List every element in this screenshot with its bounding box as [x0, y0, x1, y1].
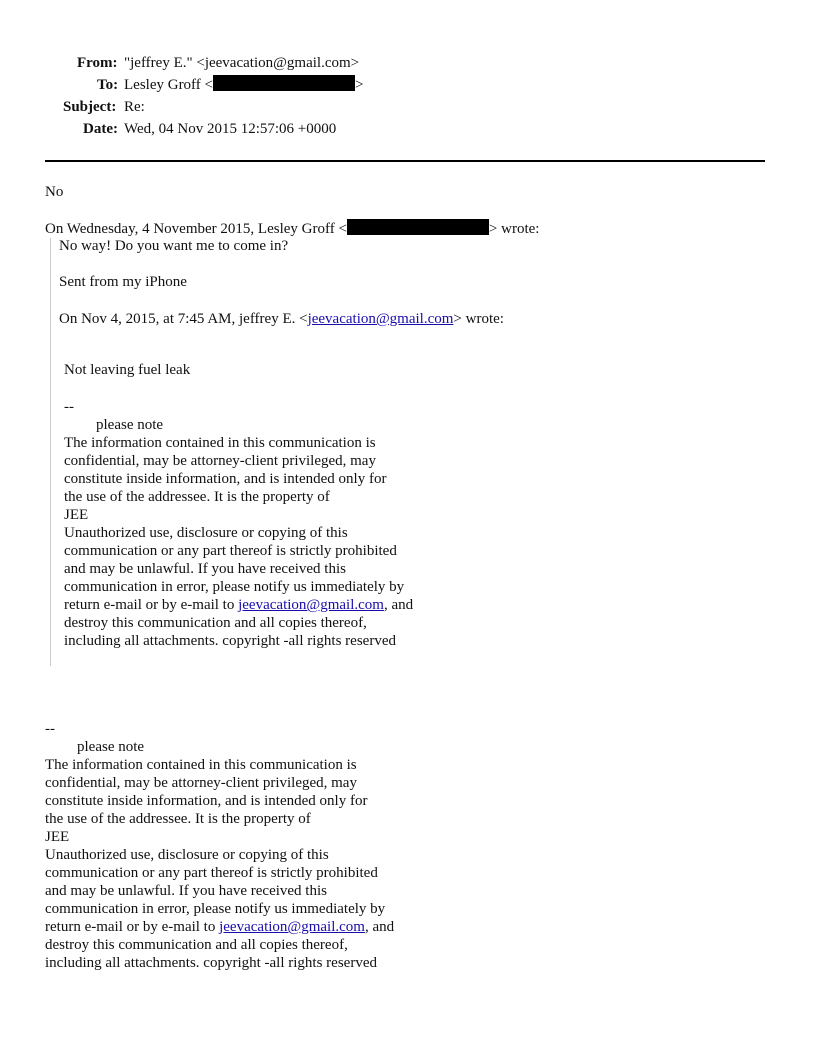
- signature-line: communication or any part thereof is strictly prohibited: [64, 543, 397, 559]
- to-label: To:: [97, 77, 119, 93]
- signature-line: communication in error, please notify us immediately by: [45, 901, 386, 917]
- from-row: [0, 52, 700, 74]
- signature-line: and may be unlawful. If you have received this: [45, 883, 327, 899]
- signature-line: communication or any part thereof is strictly prohibited: [45, 865, 378, 881]
- quoted-attribution: [59, 310, 504, 328]
- signature-line: including all attachments. copyright -all rights reserved: [64, 633, 396, 649]
- signature-line: and may be unlawful. If you have received this: [64, 561, 346, 577]
- redaction-box: [347, 219, 489, 235]
- outer-signature: [45, 720, 394, 972]
- signature-line: the use of the addressee. It is the property of: [45, 811, 311, 827]
- signature-return-line: [45, 918, 394, 936]
- quoted-message: Not leaving fuel leak: [64, 362, 191, 378]
- signature-line: constitute inside information, and is intended only for: [45, 793, 368, 809]
- return-suffix: , and: [364, 919, 395, 935]
- signature-line: the use of the addressee. It is the property of: [64, 489, 330, 505]
- date-row: [0, 118, 700, 140]
- date-label: Date:: [83, 121, 118, 137]
- email-link[interactable]: jeevacation@gmail.com: [238, 597, 384, 613]
- email-link[interactable]: jeevacation@gmail.com: [307, 311, 454, 327]
- signature-dashes: --: [45, 721, 55, 737]
- quoted-line-1: No way! Do you want me to come in?: [59, 238, 289, 254]
- attribution-line: [45, 219, 539, 238]
- quoted-line-2: Sent from my iPhone: [59, 274, 187, 290]
- attribution-suffix: > wrote:: [488, 221, 540, 237]
- to-value-suffix: >: [355, 77, 364, 93]
- subject-value: Re:: [124, 99, 145, 115]
- to-value-prefix: Lesley Groff <: [124, 77, 213, 93]
- signature-line: communication in error, please notify us immediately by: [64, 579, 405, 595]
- signature-line: destroy this communication and all copies thereof,: [64, 615, 367, 631]
- signature-line: JEE: [45, 829, 70, 845]
- attribution-prefix: On Wednesday, 4 November 2015, Lesley Groff <: [45, 221, 347, 237]
- signature-line: constitute inside information, and is intended only for: [64, 471, 387, 487]
- subject-row: [0, 96, 700, 118]
- header-divider: [45, 160, 765, 162]
- quoted-attribution-suffix: > wrote:: [453, 311, 504, 327]
- to-row: [0, 74, 700, 96]
- signature-please-note: please note: [77, 739, 145, 755]
- return-prefix: return e-mail or by e-mail to: [45, 919, 220, 935]
- return-suffix: , and: [383, 597, 414, 613]
- return-prefix: return e-mail or by e-mail to: [64, 597, 239, 613]
- signature-line: JEE: [64, 507, 89, 523]
- signature-please-note: please note: [96, 417, 164, 433]
- quote-bar: [50, 238, 51, 666]
- signature-line: Unauthorized use, disclosure or copying of this: [45, 847, 329, 863]
- reply-text: No: [45, 184, 64, 200]
- from-value: "jeffrey E." <jeevacation@gmail.com>: [124, 55, 360, 71]
- subject-label: Subject:: [63, 99, 117, 115]
- signature-line: confidential, may be attorney-client privileged, may: [45, 775, 357, 791]
- signature-line: including all attachments. copyright -all rights reserved: [45, 955, 377, 971]
- signature-line: confidential, may be attorney-client privileged, may: [64, 453, 376, 469]
- signature-line: destroy this communication and all copies thereof,: [45, 937, 348, 953]
- redaction-box: [213, 75, 355, 91]
- from-label: From:: [77, 55, 118, 71]
- signature-dashes: --: [64, 399, 74, 415]
- signature-line: The information contained in this communication is: [64, 435, 376, 451]
- signature-line: The information contained in this communication is: [45, 757, 357, 773]
- to-value: [124, 74, 363, 96]
- signature-return-line: [64, 596, 413, 614]
- email-link[interactable]: jeevacation@gmail.com: [219, 919, 365, 935]
- quoted-signature: [64, 398, 413, 650]
- quoted-attribution-prefix: On Nov 4, 2015, at 7:45 AM, jeffrey E. <: [59, 311, 308, 327]
- signature-line: Unauthorized use, disclosure or copying of this: [64, 525, 348, 541]
- date-value: Wed, 04 Nov 2015 12:57:06 +0000: [124, 121, 337, 137]
